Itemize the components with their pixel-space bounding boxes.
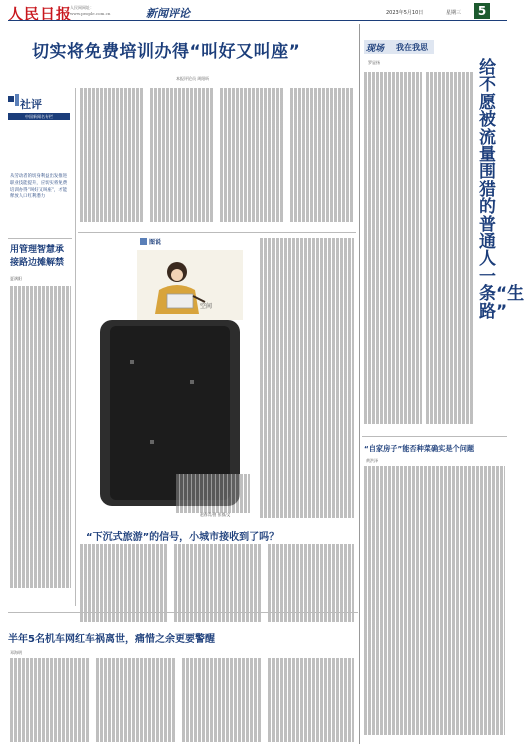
bottom-byline: 邓海明 bbox=[10, 650, 22, 655]
bottom-section-rule bbox=[8, 612, 358, 613]
main-body-col-2 bbox=[150, 88, 214, 228]
right-lower-headline: “自家房子”能否种菜确实是个问题 bbox=[364, 444, 475, 453]
col-divider-right bbox=[359, 24, 360, 744]
right-lower-body bbox=[364, 466, 505, 742]
main-body-col-1 bbox=[80, 88, 144, 228]
sheping-box bbox=[8, 88, 73, 236]
col-divider-left bbox=[75, 88, 76, 606]
main-byline: 本报评论员 周阳昕 bbox=[176, 76, 210, 81]
illustration-svg bbox=[137, 250, 243, 322]
bottom-headline: 半年5名机车网红车祸离世，痛惜之余更要警醒 bbox=[8, 634, 215, 645]
bottom-article-col-3 bbox=[182, 658, 262, 742]
sheping-logo: 社评 bbox=[20, 98, 42, 111]
right-column-header bbox=[364, 40, 434, 54]
tujian-icon bbox=[140, 238, 147, 245]
sheping-summary: 从劳动者的切身利益出发推进职业技能提升，应切实将免费培训办得“叫好又叫座”，才能释放人口红利潜力 bbox=[10, 174, 68, 200]
left-article-body bbox=[10, 286, 71, 598]
center-headline: “下沉式旅游”的信号，小城市接收到了吗？ bbox=[86, 532, 280, 543]
right-lower-byline: 黄洪泽 bbox=[366, 458, 378, 463]
masthead bbox=[0, 0, 515, 40]
issue-date: 2023年5月10日 bbox=[386, 10, 424, 16]
right-lower-rule bbox=[362, 436, 507, 437]
right-column-label-1: 现场 bbox=[366, 44, 385, 54]
right-column-label-2: 我在我思 bbox=[396, 43, 428, 52]
left-article-byline: 夏满阳 bbox=[10, 276, 22, 281]
illustration-caption-text bbox=[176, 474, 250, 514]
masthead-rule bbox=[8, 20, 507, 21]
sheping-caption: 中国新闻名专栏 bbox=[8, 113, 70, 120]
masthead-url-label: 人民网网址： bbox=[70, 5, 94, 10]
bottom-article-col-4 bbox=[268, 658, 354, 742]
illustration-author: 赵春青/图 张群/文 bbox=[200, 512, 231, 517]
issue-weekday: 星期三 bbox=[446, 10, 462, 16]
right-vertical-headline: 给不愿被流量围猎的普通人一条“生路” bbox=[479, 58, 524, 322]
newspaper-title: 人民日报 bbox=[8, 5, 73, 23]
masthead-url: www.people.com.cn bbox=[70, 11, 111, 16]
bottom-article-col-2 bbox=[96, 658, 176, 742]
bottom-article-col-1 bbox=[10, 658, 90, 742]
illustration bbox=[137, 250, 243, 322]
main-article-bottom-rule bbox=[78, 232, 356, 233]
main-body-col-4 bbox=[290, 88, 354, 228]
tujian-text: 图说 bbox=[149, 239, 162, 246]
main-headline: 切实将免费培训办得“叫好又叫座” bbox=[32, 42, 301, 62]
page-number: 5 bbox=[474, 3, 490, 19]
section-title: 新闻评论 bbox=[146, 7, 190, 20]
right-column-byline: 罗显扬 bbox=[368, 60, 380, 65]
left-article-headline: 用管理智慧承接路边摊解禁 bbox=[10, 245, 65, 268]
illustration-title: 空间 bbox=[200, 303, 213, 310]
main-body-col-4b bbox=[260, 238, 354, 528]
right-article-col-1 bbox=[364, 72, 422, 428]
left-article-rule bbox=[8, 238, 72, 239]
main-body-col-3 bbox=[220, 88, 284, 228]
right-article-col-2 bbox=[426, 72, 474, 428]
